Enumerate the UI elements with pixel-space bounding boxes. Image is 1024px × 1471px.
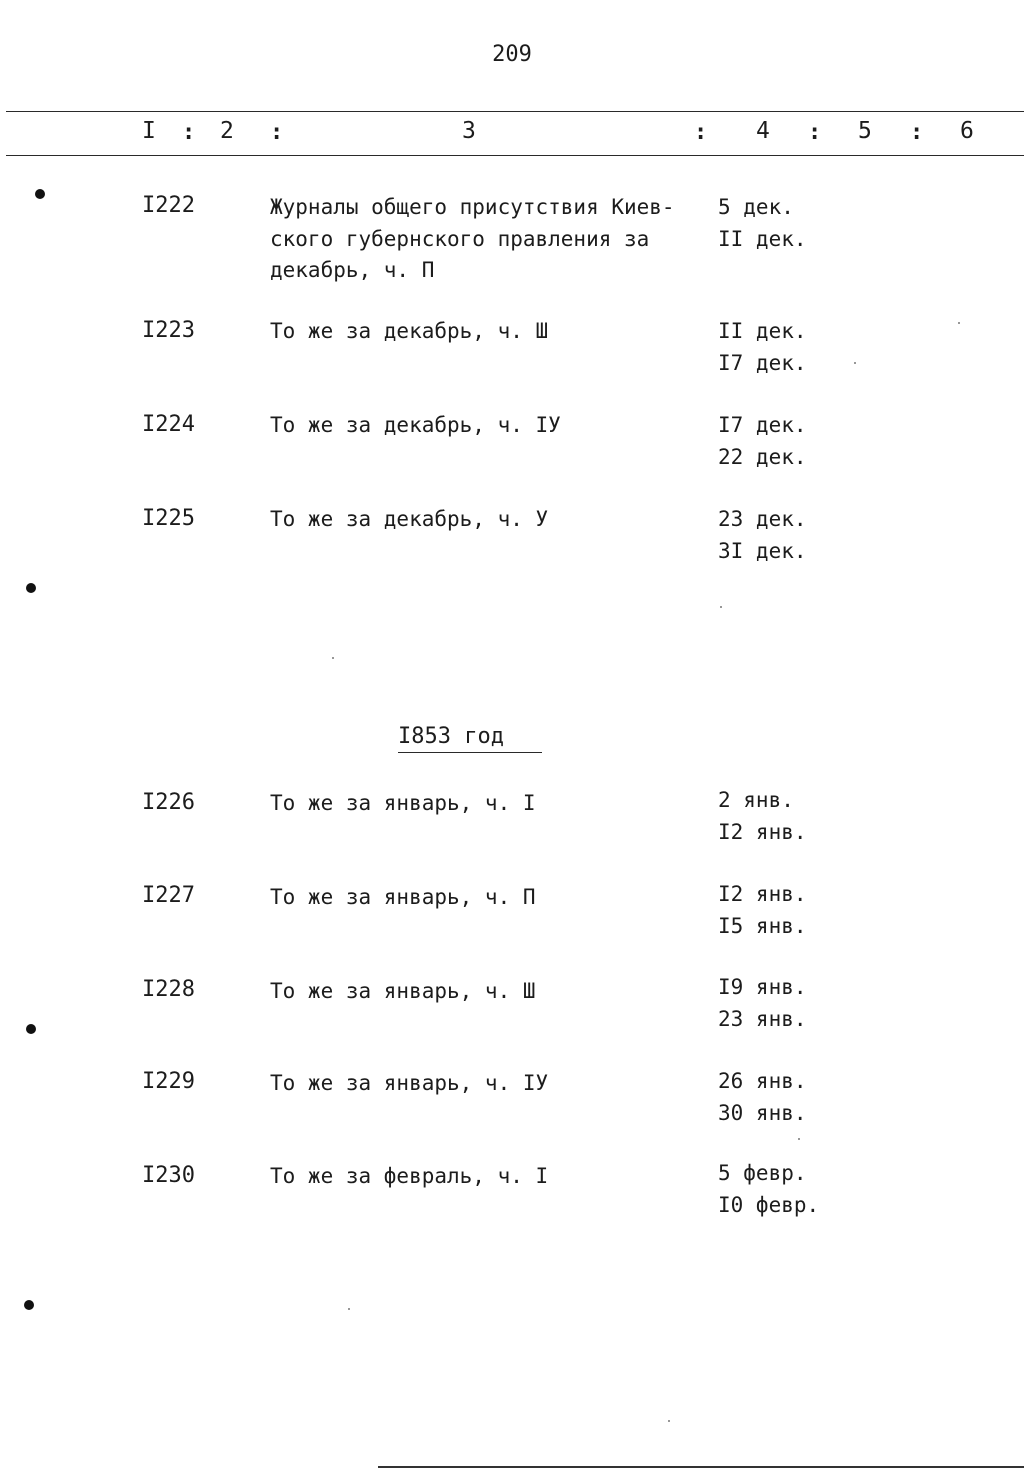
year-heading: I853 год (398, 724, 542, 753)
bottom-edge-rule (378, 1466, 1024, 1468)
column-separator: : (182, 120, 196, 145)
column-header-5: 5 (858, 118, 872, 144)
header-top-rule (6, 111, 1024, 112)
entry-number: I227 (142, 883, 195, 908)
column-header-2: 2 (220, 118, 234, 144)
entry-dates: 23 дек. 3I дек. (718, 507, 807, 563)
column-separator: : (270, 120, 284, 145)
scan-speck (332, 657, 334, 659)
entry-number: I225 (142, 506, 195, 531)
entry-dates: 2 янв. I2 янв. (718, 788, 807, 844)
header-bottom-rule (6, 155, 1024, 156)
entry-title: То же за январь, ч. Ш (270, 979, 536, 1003)
scan-speck (348, 1308, 350, 1310)
punch-hole-mark (26, 583, 36, 593)
entry-number: I230 (142, 1163, 195, 1188)
column-header-3: 3 (462, 118, 476, 144)
entry-number: I229 (142, 1069, 195, 1094)
entry-title: То же за декабрь, ч. У (270, 507, 549, 531)
punch-hole-mark (26, 1024, 36, 1034)
scan-speck (798, 1138, 800, 1140)
scan-speck (958, 322, 960, 324)
column-separator: : (808, 120, 822, 145)
entry-dates: II дек. I7 дек. (718, 319, 807, 375)
column-separator: : (694, 120, 708, 145)
entry-title: Журналы общего присутствия Киев- ского губернского правления за декабрь, ч. П (270, 195, 675, 282)
entry-dates: 26 янв. 30 янв. (718, 1069, 807, 1125)
entry-title: То же за декабрь, ч. Ш (270, 319, 549, 343)
entry-number: I223 (142, 318, 195, 343)
entry-title: То же за январь, ч. I (270, 791, 536, 815)
entry-number: I226 (142, 790, 195, 815)
entry-title: То же за январь, ч. IУ (270, 1071, 549, 1095)
column-header-4: 4 (756, 118, 770, 144)
scan-speck (720, 606, 722, 608)
column-header-6: 6 (960, 118, 974, 144)
entry-dates: 5 февр. I0 февр. (718, 1161, 820, 1217)
entry-title: То же за февраль, ч. I (270, 1164, 549, 1188)
scan-speck (668, 1420, 670, 1422)
punch-hole-mark (35, 189, 45, 199)
entry-title: То же за декабрь, ч. IУ (270, 413, 561, 437)
entry-number: I228 (142, 977, 195, 1002)
entry-number: I222 (142, 193, 195, 218)
entry-dates: I2 янв. I5 янв. (718, 882, 807, 938)
page-number: 209 (492, 42, 532, 67)
column-header-1: I (142, 118, 156, 144)
scan-speck (854, 362, 856, 364)
entry-dates: 5 дек. II дек. (718, 195, 807, 251)
entry-dates: I9 янв. 23 янв. (718, 975, 807, 1031)
column-separator: : (910, 120, 924, 145)
entry-dates: I7 дек. 22 дек. (718, 413, 807, 469)
entry-title: То же за январь, ч. П (270, 885, 536, 909)
punch-hole-mark (24, 1300, 34, 1310)
entry-number: I224 (142, 412, 195, 437)
